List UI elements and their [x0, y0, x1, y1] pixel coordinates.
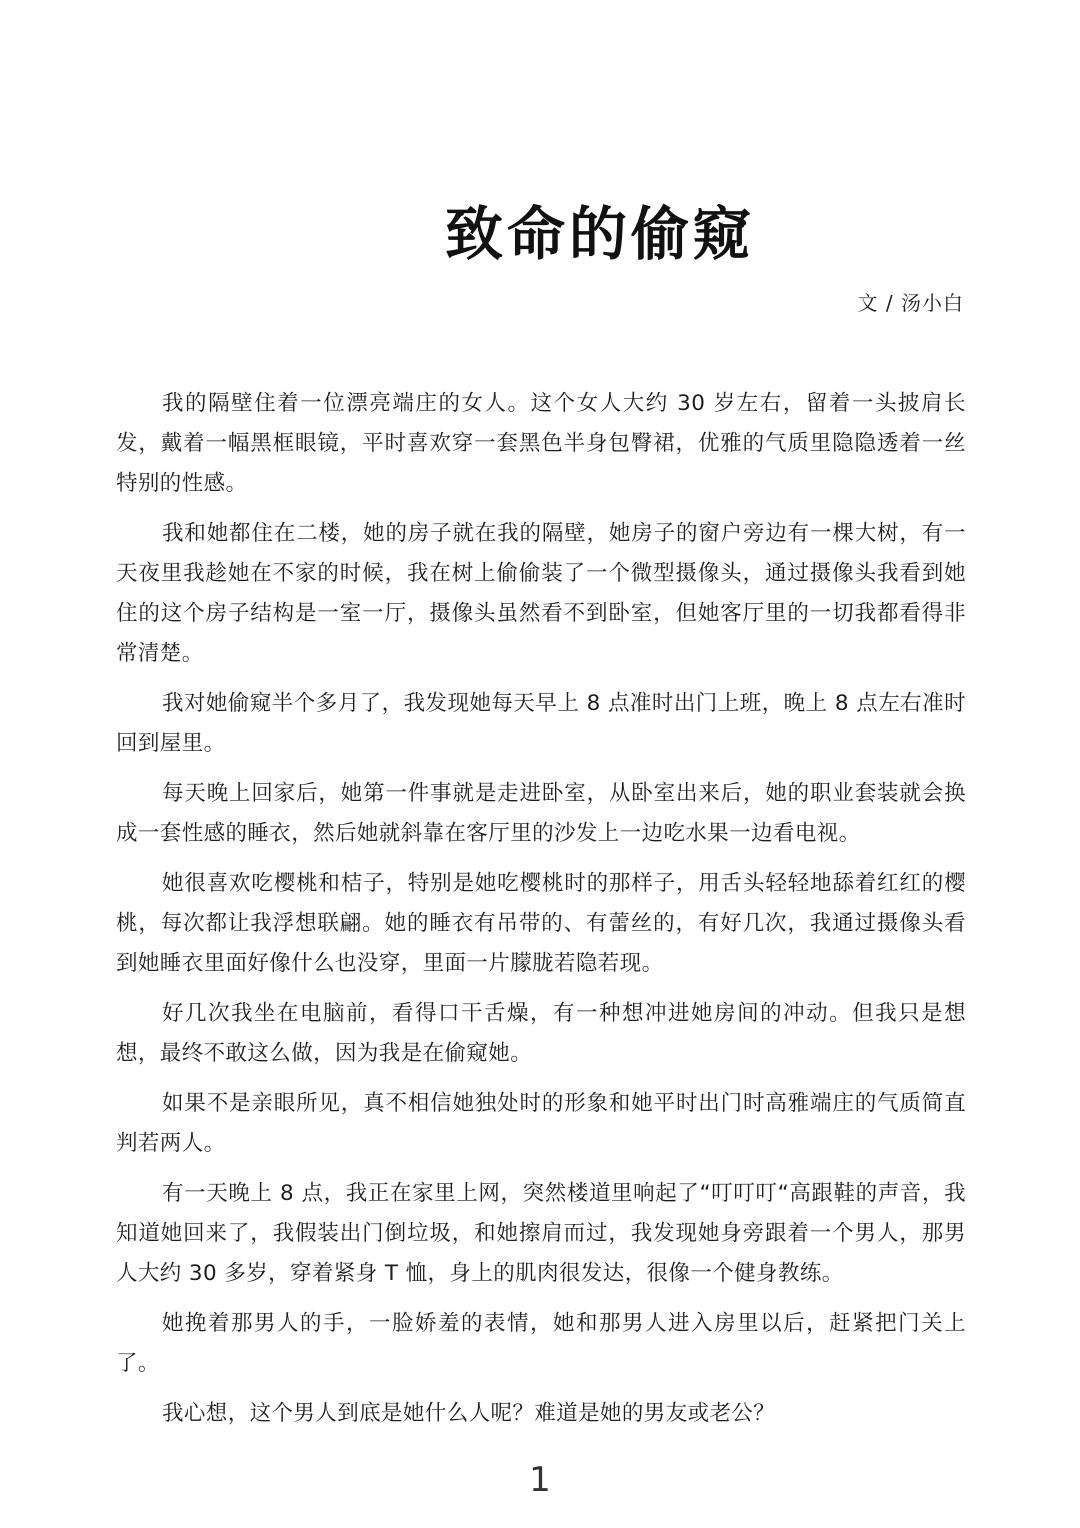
paragraph: 我对她偷窥半个多月了，我发现她每天早上 8 点准时出门上班，晚上 8 点左右准时回到屋里。 [116, 691, 966, 756]
paragraph: 好几次我坐在电脑前，看得口干舌燥，有一种想冲进她房间的冲动。但我只是想想，最终不敢这么做，因为我是在偷窥她。 [116, 1001, 966, 1066]
page-number: 1 [529, 1460, 551, 1500]
paragraph: 她很喜欢吃樱桃和桔子，特别是她吃樱桃时的那样子，用舌头轻轻地舔着红红的樱桃，每次都让我浮想联翩。她的睡衣有吊带的、有蕾丝的，有好几次，我通过摄像头看到她睡衣里面好像什么也没穿，里面一片朦胧若隐若现。 [116, 871, 966, 976]
paragraph: 有一天晚上 8 点，我正在家里上网，突然楼道里响起了“叮叮叮“高跟鞋的声音，我知道她回来了，我假装出门倒垃圾，和她擦肩而过，我发现她身旁跟着一个男人，那男人大约 30 多岁，穿着紧身 T 恤，身上的肌肉很发达，很像一个健身教练。 [116, 1181, 966, 1286]
paragraph: 如果不是亲眼所见，真不相信她独处时的形象和她平时出门时高雅端庄的气质简直判若两人。 [116, 1091, 966, 1156]
paragraph: 我的隔壁住着一位漂亮端庄的女人。这个女人大约 30 岁左右，留着一头披肩长发，戴着一幅黑框眼镜，平时喜欢穿一套黑色半身包臀裙，优雅的气质里隐隐透着一丝特别的性感。 [116, 391, 966, 496]
paragraph: 每天晚上回家后，她第一件事就是走进卧室，从卧室出来后，她的职业套装就会换成一套性感的睡衣，然后她就斜靠在客厅里的沙发上一边吃水果一边看电视。 [116, 781, 966, 846]
paragraph: 我和她都住在二楼，她的房子就在我的隔壁，她房子的窗户旁边有一棵大树，有一天夜里我趁她在不家的时候，我在树上偷偷装了一个微型摄像头，通过摄像头我看到她住的这个房子结构是一室一厅，摄像头虽然看不到卧室，但她客厅里的一切我都看得非常清楚。 [116, 521, 966, 666]
paragraph: 她挽着那男人的手，一脸娇羞的表情，她和那男人进入房里以后，赶紧把门关上了。 [116, 1311, 966, 1376]
story-title: 致命的偷窥 [444, 200, 755, 268]
paragraph: 我心想，这个男人到底是她什么人呢？难道是她的男友或老公？ [162, 1401, 776, 1426]
story-body [116, 384, 966, 1444]
author-byline: 文 / 汤小白 [857, 291, 964, 315]
